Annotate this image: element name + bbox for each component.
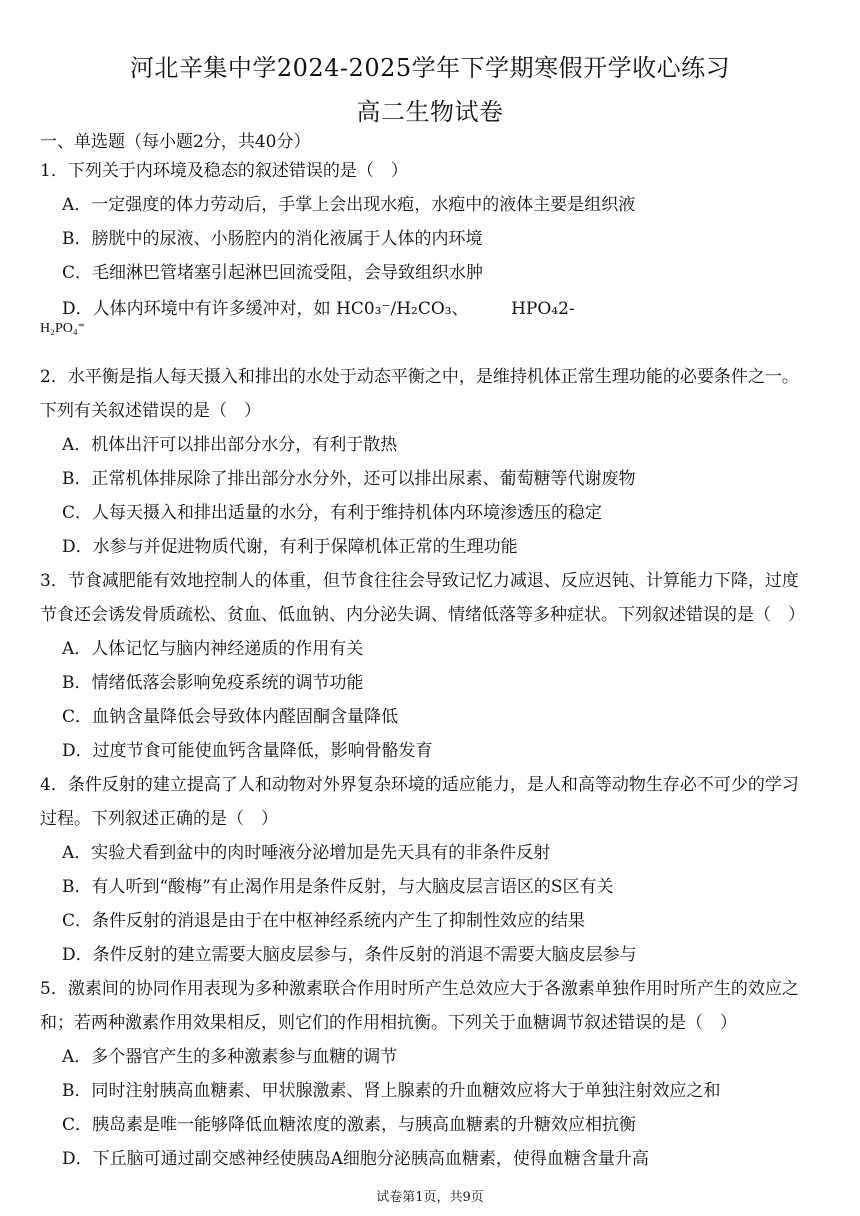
question-3-stem-line-1: 3．节食减肥能有效地控制人的体重，但节食往往会导致记忆力减退、反应迟钝、计算能力下降，过度: [40, 571, 799, 591]
question-1-option-c: C．毛细淋巴管堵塞引起淋巴回流受阻，会导致组织水肿: [62, 263, 484, 283]
question-5-option-b: B．同时注射胰高血糖素、甲状腺激素、肾上腺素的升血糖效应将大于单独注射效应之和: [62, 1081, 721, 1101]
page-footer: 试卷第1页，共9页: [376, 1190, 484, 1205]
question-5-stem-line-1: 5．激素间的协同作用表现为多种激素联合作用时所产生总效应大于各激素单独作用时所产生的效应之: [40, 979, 799, 999]
question-2-stem-line-1: 2．水平衡是指人每天摄入和排出的水处于动态平衡之中，是维持机体正常生理功能的必要条件之一。: [40, 367, 799, 387]
question-2-option-c: C．人每天摄入和排出适量的水分，有利于维持机体内环境渗透压的稳定: [62, 503, 603, 523]
question-4-option-a: A．实验犬看到盆中的肉时唾液分泌增加是先天具有的非条件反射: [62, 843, 551, 863]
question-5-option-c: C．胰岛素是唯一能够降低血糖浓度的激素，与胰高血糖素的升糖效应相抗衡: [62, 1115, 637, 1135]
question-1-formula-continuation: H₂PO₄⁼: [40, 321, 86, 336]
question-2-stem-line-2: 下列有关叙述错误的是（ ）: [40, 401, 261, 421]
question-3-option-b: B．情绪低落会影响免疫系统的调节功能: [62, 673, 364, 693]
exam-title: 河北辛集中学2024-2025学年下学期寒假开学收心练习: [129, 54, 731, 82]
question-5-stem-line-2: 和；若两种激素作用效果相反，则它们的作用相抗衡。下列关于血糖调节叙述错误的是（ ）: [40, 1013, 737, 1033]
question-3-option-c: C．血钠含量降低会导致体内醛固酮含量降低: [62, 707, 399, 727]
question-1-option-d: D．人体内环境中有许多缓冲对，如 HC0₃⁻/H₂CO₃、 HPO₄2-: [62, 299, 575, 319]
question-4-stem-line-2: 过程。下列叙述正确的是（ ）: [40, 809, 278, 829]
question-4-option-b: B．有人听到“酸梅”有止渴作用是条件反射，与大脑皮层言语区的S区有关: [62, 877, 614, 897]
question-4-stem-line-1: 4．条件反射的建立提高了人和动物对外界复杂环境的适应能力，是人和高等动物生存必不可少的学习: [40, 775, 799, 795]
exam-subtitle: 高二生物试卷: [356, 98, 504, 126]
question-5-option-d: D．下丘脑可通过副交感神经使胰岛A细胞分泌胰高血糖素，使得血糖含量升高: [62, 1149, 649, 1169]
question-2-option-b: B．正常机体排尿除了排出部分水分外，还可以排出尿素、葡萄糖等代谢废物: [62, 469, 636, 489]
question-2-option-a: A．机体出汗可以排出部分水分，有利于散热: [62, 435, 398, 455]
question-4-option-d: D．条件反射的建立需要大脑皮层参与，条件反射的消退不需要大脑皮层参与: [62, 945, 637, 965]
question-2-option-d: D．水参与并促进物质代谢，有利于保障机体正常的生理功能: [62, 537, 518, 557]
section-heading: 一、单选题（每小题2分，共40分）: [40, 132, 311, 152]
question-5-option-a: A．多个器官产生的多种激素参与血糖的调节: [62, 1047, 398, 1067]
question-3-stem-line-2: 节食还会诱发骨质疏松、贫血、低血钠、内分泌失调、情绪低落等多种症状。下列叙述错误的是（ ）: [40, 605, 805, 625]
question-1-stem: 1．下列关于内环境及稳态的叙述错误的是（ ）: [40, 161, 408, 181]
question-4-option-c: C．条件反射的消退是由于在中枢神经系统内产生了抑制性效应的结果: [62, 911, 586, 931]
question-1-option-a: A．一定强度的体力劳动后，手掌上会出现水疱，水疱中的液体主要是组织液: [62, 195, 636, 215]
question-3-option-a: A．人体记忆与脑内神经递质的作用有关: [62, 639, 364, 659]
question-1-option-b: B．膀胱中的尿液、小肠腔内的消化液属于人体的内环境: [62, 229, 483, 249]
question-3-option-d: D．过度节食可能使血钙含量降低，影响骨骼发育: [62, 741, 433, 761]
